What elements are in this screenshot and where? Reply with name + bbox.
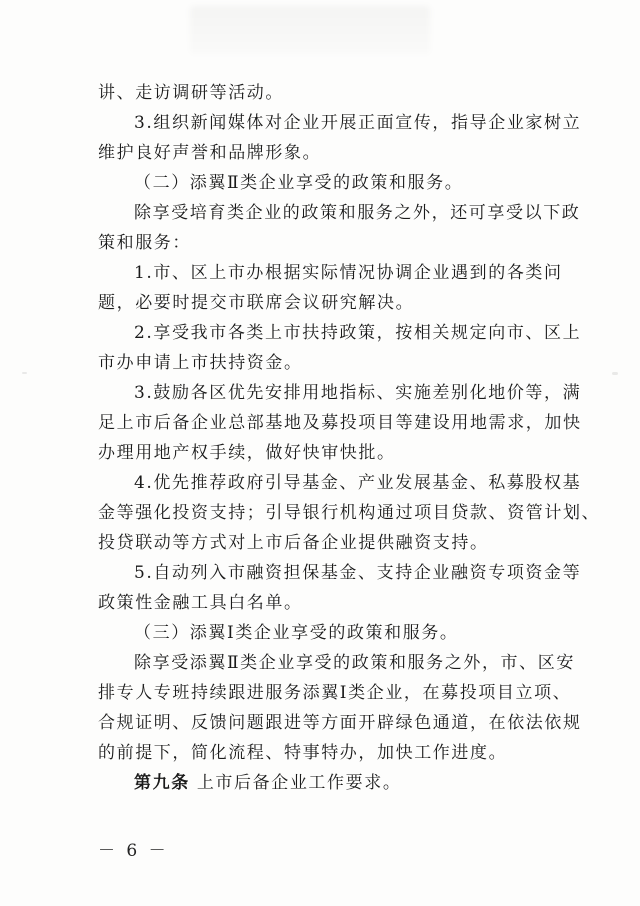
text-line: 4.优先推荐政府引导基金、产业发展基金、私募股权基 xyxy=(134,473,582,493)
text-line: 市办申请上市扶持资金。 xyxy=(98,353,303,373)
text-line: 足上市后备企业总部基地及募投项目等建设用地需求，加快 xyxy=(98,413,582,433)
text-line: 维护良好声誉和品牌形象。 xyxy=(98,143,322,163)
text-line: 3.鼓励各区优先安排用地指标、实施差别化地价等，满 xyxy=(134,383,582,403)
article-text: 上市后备企业工作要求。 xyxy=(189,773,402,793)
text-line: 办理用地产权手续，做好快审快批。 xyxy=(98,443,396,463)
text-line: 3.组织新闻媒体对企业开展正面宣传，指导企业家树立 xyxy=(134,113,582,133)
text-line: 2.享受我市各类上市扶持政策，按相关规定向市、区上 xyxy=(134,323,582,343)
text-line: 除享受培育类企业的政策和服务之外，还可享受以下政 xyxy=(134,203,581,223)
scan-speck xyxy=(612,372,618,375)
show-through-header-shadow xyxy=(190,6,430,54)
article-line xyxy=(98,768,560,798)
text-line: 5.自动列入市融资担保基金、支持企业融资专项资金等 xyxy=(134,563,582,583)
text-line: 排专人专班持续跟进服务添翼Ⅰ类企业，在募投项目立项、 xyxy=(98,683,572,703)
text-line: 除享受添翼Ⅱ类企业享受的政策和服务之外，市、区安 xyxy=(134,653,575,673)
text-line: 合规证明、反馈问题跟进等方面开辟绿色通道，在依法依规 xyxy=(98,713,582,733)
article-label: 第九条 xyxy=(134,773,190,793)
body-text xyxy=(98,78,601,798)
text-line: 政策性金融工具白名单。 xyxy=(98,593,303,613)
section-heading: （二）添翼Ⅱ类企业享受的政策和服务。 xyxy=(134,173,464,193)
text-line: 讲、走访调研等活动。 xyxy=(98,83,284,103)
page-number: － 6 － xyxy=(98,841,169,861)
text-line: 策和服务： xyxy=(98,233,191,253)
text-line: 金等强化投资支持；引导银行机构通过项目贷款、资管计划、 xyxy=(98,503,601,523)
text-line: 1.市、区上市办根据实际情况协调企业遇到的各类问 xyxy=(134,263,563,283)
text-line: 题，必要时提交市联席会议研究解决。 xyxy=(98,293,415,313)
text-line: 投贷联动等方式对上市后备企业提供融资支持。 xyxy=(98,533,489,553)
section-heading: （三）添翼Ⅰ类企业享受的政策和服务。 xyxy=(134,623,459,643)
text-line: 的前提下，简化流程、特事特办，加快工作进度。 xyxy=(98,743,508,763)
scan-speck xyxy=(22,372,27,374)
